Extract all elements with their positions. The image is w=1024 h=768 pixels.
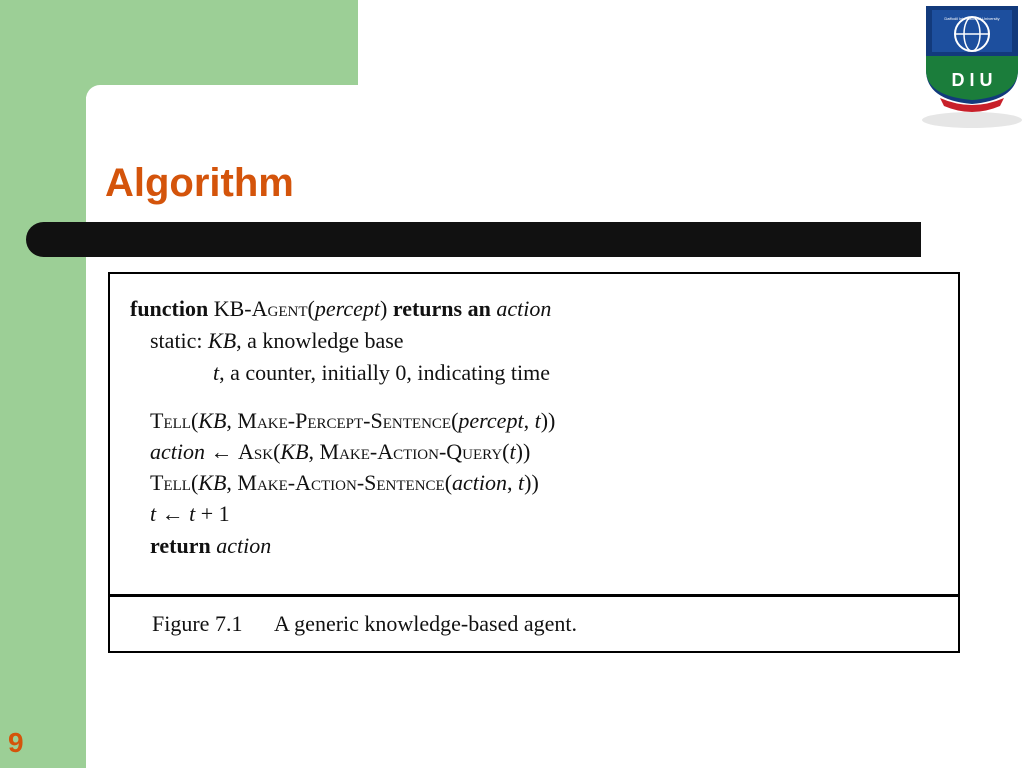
algo-increment-line: t ← t + 1 xyxy=(150,501,230,526)
algo-header-line: function KB-Agent(percept) returns an action xyxy=(130,296,552,321)
algorithm-figure xyxy=(108,272,960,653)
algo-return-line: return action xyxy=(150,533,272,558)
logo-letters: D I U xyxy=(951,70,993,90)
figure-caption xyxy=(152,610,577,638)
algorithm-code xyxy=(110,274,958,597)
figure-label: Figure 7.1 xyxy=(152,611,243,636)
title-underline-bar xyxy=(26,222,921,257)
algo-tell-percept-line: Tell(KB, Make-Percept-Sentence(percept, t)) xyxy=(150,408,556,433)
algo-static-t-line: t, a counter, initially 0, indicating time xyxy=(213,360,550,385)
green-sidebar-strip xyxy=(0,0,86,768)
slide-title: Algorithm xyxy=(105,161,294,205)
figure-caption-text: A generic knowledge-based agent. xyxy=(274,611,577,636)
green-top-block xyxy=(0,0,358,97)
diu-shield-icon xyxy=(920,0,1024,130)
algo-tell-action-line: Tell(KB, Make-Action-Sentence(action, t)) xyxy=(150,470,539,495)
slide-number: 9 xyxy=(8,727,24,758)
algo-ask-line: action ← Ask(KB, Make-Action-Query(t)) xyxy=(150,439,531,464)
algo-static-kb-line: static: KB, a knowledge base xyxy=(150,328,404,353)
logo-university-name: Daffodil International University xyxy=(944,16,1000,21)
diu-logo xyxy=(920,0,1024,130)
